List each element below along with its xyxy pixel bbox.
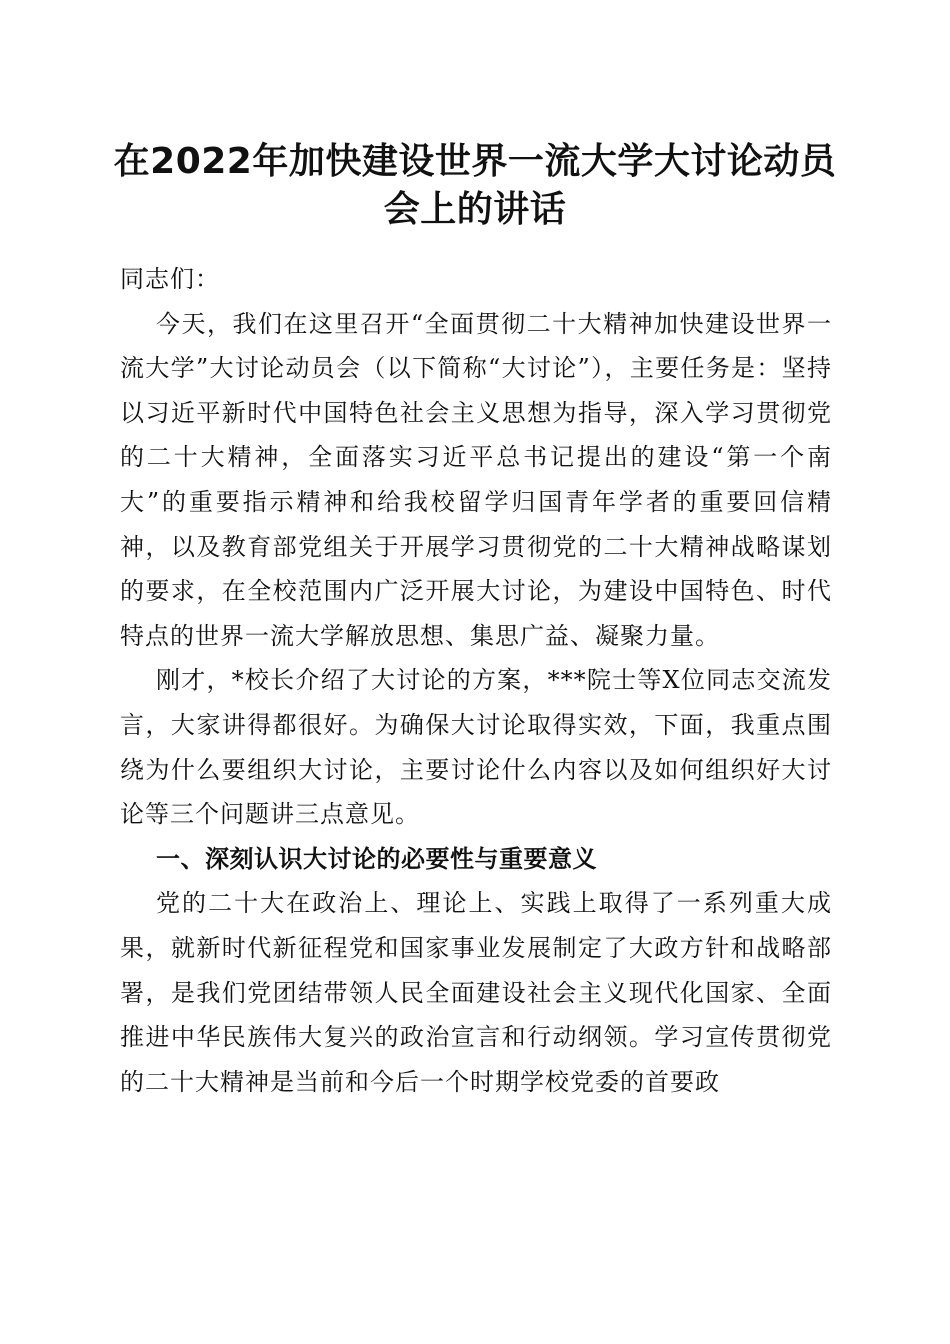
section-heading: 一、深刻认识大讨论的必要性与重要意义	[156, 844, 597, 873]
paragraph-intro: 今天，我们在这里召开“全面贯彻二十大精神加快建设世界一流大学”大讨论动员会（以下简称“大讨论”），主要任务是：坚持以习近平新时代中国特色社会主义思想为指导，深入学习贯彻党的二十大精神，全面落实习近平总书记提出的建设“第一个南大”的重要指示精神和给我校留学归国青年学者的重要回信精神，以及教育部党组关于开展学习贯彻党的二十大精神战略谋划的要求，在全校范围内广泛开展大讨论，为建设中国特色、时代特点的世界一流大学解放思想、集思广益、凝聚力量。	[120, 309, 832, 650]
document-title: 在2022年加快建设世界一流大学大讨论动员会上的讲话	[113, 141, 837, 230]
section-paragraph: 党的二十大在政治上、理论上、实践上取得了一系列重大成果，就新时代新征程党和国家事业发展制定了大政方针和战略部署，是我们党团结带领人民全面建设社会主义现代化国家、全面推进中华民族伟大复兴的政治宣言和行动纲领。学习宣传贯彻党的二十大精神是当前和今后一个时期学校党委的首要政	[120, 889, 832, 1096]
document-body	[120, 257, 832, 1104]
salutation: 同志们：	[120, 265, 220, 293]
paragraph-remarks: 刚才，*校长介绍了大讨论的方案，***院士等X位同志交流发言，大家讲得都很好。为确保大讨论取得实效，下面，我重点围绕为什么要组织大讨论，主要讨论什么内容以及如何组织好大讨论等三个问题讲三点意见。	[120, 666, 832, 829]
